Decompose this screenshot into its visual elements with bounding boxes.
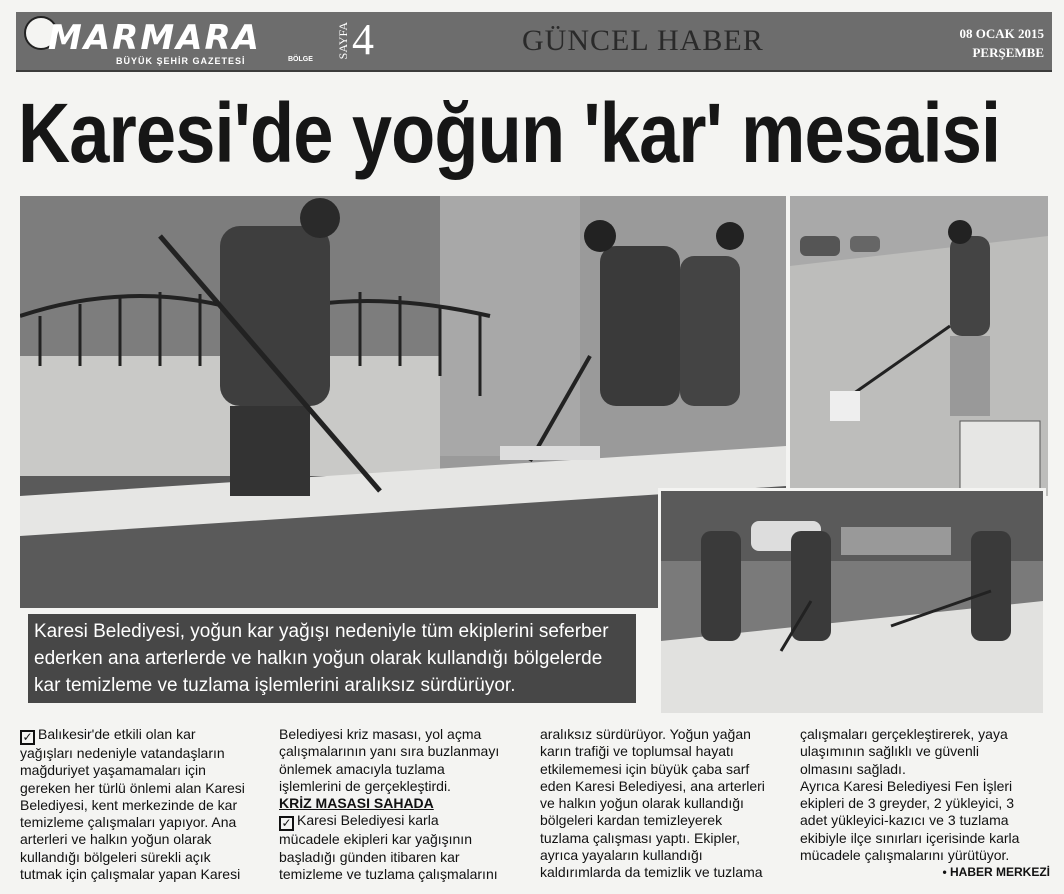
- page-number: 4: [352, 15, 374, 64]
- article-line: arterleri ve halkın yoğun olarak: [20, 831, 212, 848]
- article-line: tuzlama çalışması yaptı. Ekipler,: [540, 829, 740, 846]
- date-text: 08 OCAK 2015: [959, 26, 1044, 41]
- article-line: önlemek amacıyla tuzlama: [279, 760, 445, 777]
- article-column-1: [20, 726, 270, 883]
- article-line: çalışmaları gerçekleştirerek, yaya: [800, 726, 1008, 742]
- article-line: temizleme ve tuzlama çalışmalarını: [279, 866, 498, 883]
- weekday-text: PERŞEMBE: [972, 45, 1044, 60]
- article-line: temizleme çalışmaları yapıyor. Ana: [20, 814, 237, 831]
- caption-line: kar temizleme ve tuzlama işlemlerini aralıksız sürdürüyor.: [34, 675, 516, 696]
- caption-line: ederken ana arterlerde ve halkın yoğun olarak kullandığı bölgelerde: [34, 648, 603, 669]
- article-line: aralıksız sürdürüyor. Yoğun yağan: [540, 726, 751, 742]
- article-line: ve halkın yoğun olarak kullandığı: [540, 795, 744, 812]
- brand-subtitle: BÜYÜK ŞEHİR GAZETESİ: [116, 56, 246, 66]
- check-icon: ✓: [20, 730, 35, 745]
- article-line: Belediyesi, kent merkezinde de kar: [20, 796, 238, 813]
- check-icon: ✓: [279, 816, 294, 831]
- caption-line: Karesi Belediyesi, yoğun kar yağışı nedeniyle tüm ekiplerini seferber: [34, 621, 609, 642]
- section-title: GÜNCEL HABER: [522, 24, 764, 57]
- article-line: ayrıca yayaların kullandığı: [540, 847, 703, 864]
- article-line: ekibiyle ilçe sınırları içerisinde karla: [800, 829, 1020, 846]
- article-line: bölgeleri kardan temizleyerek: [540, 812, 723, 829]
- article-line: yağışları nedeniyle vatandaşların: [20, 745, 225, 761]
- byline: • HABER MERKEZİ: [942, 865, 1050, 880]
- article-line: mağduriyet yaşamamaları için: [20, 762, 206, 779]
- masthead: [16, 12, 1052, 72]
- article-line: kaldırımlarda da temizlik ve tuzlama: [540, 864, 763, 881]
- article-line: ✓ Balıkesir'de etkili olan kar: [20, 726, 270, 745]
- article-line: mücadele çalışmalarını yürütüyor.: [800, 847, 1010, 864]
- headline: Karesi'de yoğun 'kar' mesaisi: [18, 86, 1001, 180]
- article-line: gereken her türlü önlemi alan Karesi: [20, 779, 245, 796]
- article-line: mücadele ekipleri kar yağışının: [279, 831, 472, 848]
- inset-photo: [658, 488, 1046, 716]
- article-column-3: [540, 726, 790, 882]
- article-line: ✓ Karesi Belediyesi karla: [279, 812, 529, 831]
- article-column-2: [279, 726, 529, 883]
- article-line: kullandığı bölgeleri sürekli açık: [20, 848, 211, 865]
- article-line: etkilememesi için büyük çaba sarf: [540, 760, 750, 777]
- article-line: Belediyesi kriz masası, yol açma: [279, 726, 482, 742]
- article-line: çalışmalarının yanı sıra buzlanmayı: [279, 743, 500, 760]
- article-line: eden Karesi Belediyesi, ana arterleri: [540, 777, 765, 794]
- brand-name: MARMARA: [48, 18, 261, 58]
- street-photo: [790, 196, 1048, 496]
- article-line: başladığı günden itibaren kar: [279, 848, 460, 865]
- photo-caption: [28, 614, 636, 703]
- article-column-4: [800, 726, 1050, 882]
- article-line: Ayrıca Karesi Belediyesi Fen İşleri: [800, 777, 1013, 794]
- article-line: karın trafiği ve toplumsal hayatı: [540, 743, 734, 760]
- page-label: SAYFA: [336, 22, 350, 60]
- article-line: olmasını sağladı.: [800, 760, 906, 777]
- article-line: ekipleri de 3 greyder, 2 yükleyici, 3: [800, 795, 1014, 812]
- article-line: tutmak için çalışmalar yapan Karesi: [20, 866, 241, 883]
- subheading: KRİZ MASASI SAHADA: [279, 795, 434, 812]
- brand-region: BÖLGE: [288, 56, 313, 63]
- article-line: adet yükleyici-kazıcı ve 3 tuzlama: [800, 812, 1009, 829]
- article-line: ulaşımının sağlıklı ve güvenli: [800, 743, 979, 760]
- issue-date: [960, 24, 1045, 62]
- article-line: işlemlerini de gerçekleştirdi.: [279, 777, 451, 794]
